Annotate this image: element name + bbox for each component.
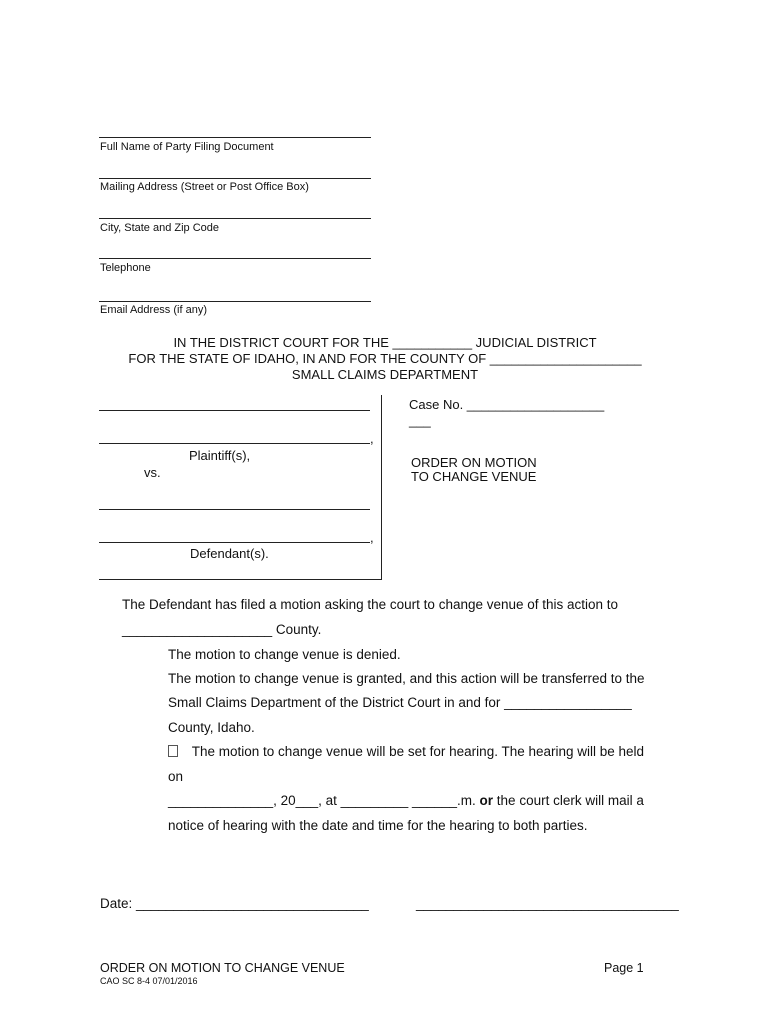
- document-title-line1: ORDER ON MOTION: [411, 455, 537, 470]
- case-number-continuation: ___: [409, 413, 431, 428]
- judge-signature-line[interactable]: ___________________________________: [416, 896, 679, 911]
- city-state-zip-label: City, State and Zip Code: [100, 222, 220, 234]
- defendant-label: Defendant(s).: [190, 546, 269, 561]
- footer-title: ORDER ON MOTION TO CHANGE VENUE: [100, 961, 345, 975]
- plaintiff-comma: ,: [370, 431, 374, 446]
- plaintiff-line-1[interactable]: [99, 410, 370, 411]
- date-field[interactable]: Date: _______________________________: [100, 896, 369, 911]
- option-hearing-line3: [168, 793, 644, 808]
- option-hearing[interactable]: [168, 744, 644, 759]
- plaintiff-label: Plaintiff(s),: [189, 448, 251, 463]
- option-granted-line3: County, Idaho.: [168, 720, 255, 735]
- mailing-address-line[interactable]: [99, 178, 371, 179]
- document-title-line2: TO CHANGE VENUE: [411, 469, 537, 484]
- vs-label: vs.: [144, 465, 161, 480]
- option-granted-line1[interactable]: The motion to change venue is granted, and this action will be transferred to the: [168, 671, 645, 686]
- caption-bottom-line: [99, 579, 381, 580]
- telephone-line[interactable]: [99, 258, 371, 259]
- option-denied[interactable]: The motion to change venue is denied.: [168, 647, 401, 662]
- option-hearing-line1: The motion to change venue will be set for hearing. The hearing will be held: [191, 744, 645, 759]
- order-intro-county[interactable]: ____________________ County.: [122, 622, 322, 637]
- court-heading-line2: FOR THE STATE OF IDAHO, IN AND FOR THE COUNTY OF _____________________: [128, 351, 642, 366]
- option-hearing-line2: on: [168, 769, 184, 784]
- court-heading-line3: SMALL CLAIMS DEPARTMENT: [291, 367, 479, 382]
- order-intro-line1: The Defendant has filed a motion asking the court to change venue of this action to: [122, 597, 619, 612]
- hearing-clerk-text: the court clerk will mail a: [493, 793, 644, 808]
- hearing-date-time-blanks[interactable]: ______________, 20___, at _________ ______.m.: [168, 793, 480, 808]
- mailing-address-label: Mailing Address (Street or Post Office Box): [100, 181, 309, 193]
- defendant-comma: ,: [370, 530, 374, 545]
- hearing-checkbox-icon[interactable]: [168, 745, 178, 757]
- plaintiff-line-2[interactable]: [99, 443, 370, 444]
- telephone-label: Telephone: [100, 262, 151, 274]
- hearing-or: or: [479, 793, 494, 808]
- city-state-zip-line[interactable]: [99, 218, 371, 219]
- caption-divider: [381, 395, 382, 580]
- footer-page-number: Page 1: [604, 961, 644, 975]
- court-heading-line1: IN THE DISTRICT COURT FOR THE ___________ JUDICIAL DISTRICT: [173, 335, 597, 350]
- defendant-line-2[interactable]: [99, 542, 370, 543]
- full-name-label: Full Name of Party Filing Document: [100, 141, 274, 153]
- defendant-line-1[interactable]: [99, 509, 370, 510]
- email-label: Email Address (if any): [100, 304, 207, 316]
- email-line[interactable]: [99, 301, 371, 302]
- full-name-line[interactable]: [99, 137, 371, 138]
- option-granted-line2: Small Claims Department of the District Court in and for _________________: [168, 695, 632, 710]
- footer-form-code: CAO SC 8-4 07/01/2016: [100, 976, 198, 986]
- case-number-field[interactable]: Case No. ___________________: [409, 397, 605, 412]
- option-hearing-line4: notice of hearing with the date and time for the hearing to both parties.: [168, 818, 588, 833]
